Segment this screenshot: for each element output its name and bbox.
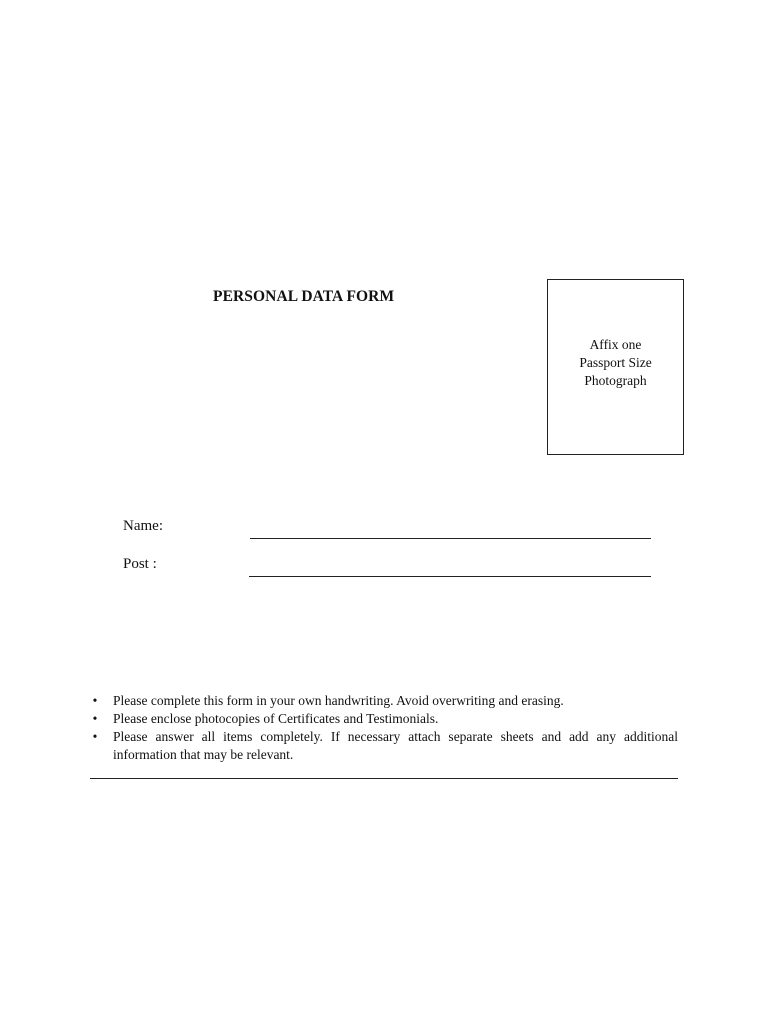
photo-text-line-2: Passport Size bbox=[579, 355, 652, 370]
photo-placeholder-box bbox=[547, 279, 684, 455]
instruction-item bbox=[90, 728, 678, 764]
bullet-icon: • bbox=[92, 693, 98, 708]
name-field-line[interactable] bbox=[250, 538, 651, 539]
post-label: Post : bbox=[123, 556, 157, 572]
section-divider bbox=[90, 778, 678, 779]
instruction-text: Please answer all items completely. If necessary attach separate sheets and add any additional information that may be relevant. bbox=[113, 729, 678, 762]
instructions-list bbox=[90, 692, 678, 764]
bullet-icon: • bbox=[92, 711, 98, 726]
instruction-item bbox=[90, 710, 678, 728]
photo-instructions bbox=[548, 336, 683, 390]
instruction-text: Please enclose photocopies of Certificates and Testimonials. bbox=[113, 711, 439, 726]
instruction-item bbox=[90, 692, 678, 710]
photo-text-line-1: Affix one bbox=[589, 337, 642, 352]
form-title: PERSONAL DATA FORM bbox=[213, 288, 395, 305]
name-label: Name: bbox=[123, 518, 163, 534]
instruction-text: Please complete this form in your own handwriting. Avoid overwriting and erasing. bbox=[113, 693, 564, 708]
bullet-icon: • bbox=[92, 729, 98, 744]
photo-text-line-3: Photograph bbox=[584, 373, 647, 388]
post-field-line[interactable] bbox=[249, 576, 651, 577]
